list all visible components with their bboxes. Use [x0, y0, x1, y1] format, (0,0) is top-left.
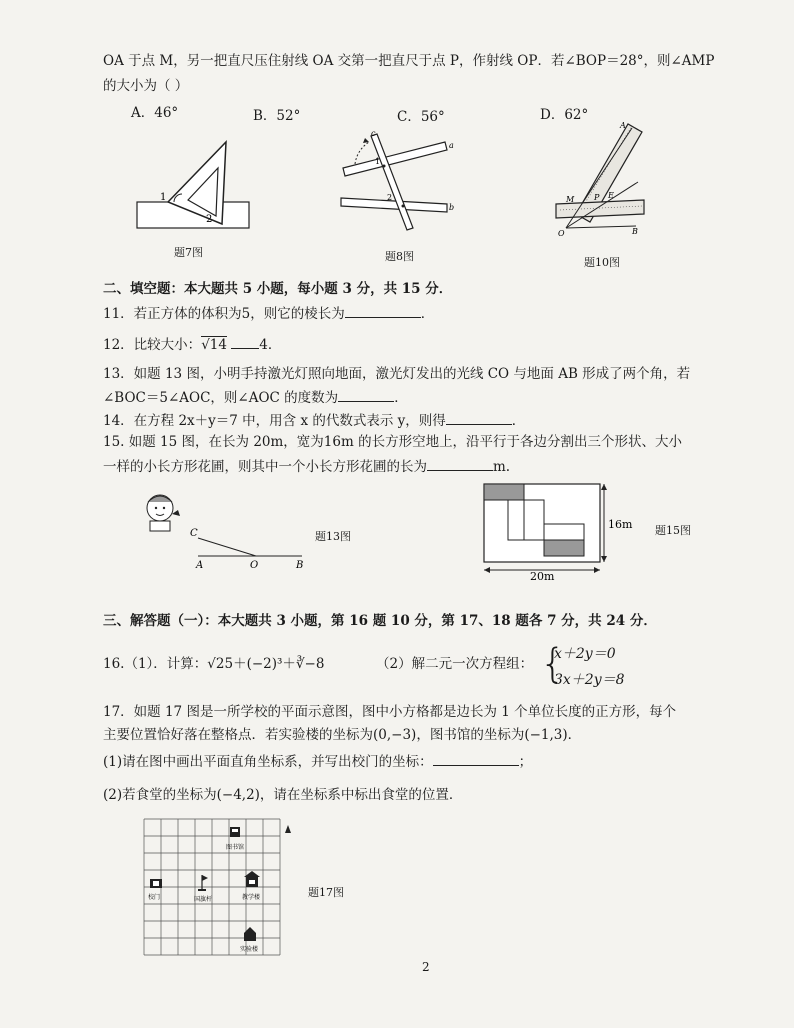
q15-line2: 一样的小长方形花圃，则其中一个小长方形花圃的长为 m.	[103, 456, 510, 476]
fig10-label-A: A	[620, 121, 626, 130]
fig7-label-1: 1	[160, 192, 167, 203]
q13-line1: 13．如题 13 图，小明手持激光灯照向地面，激光灯发出的光线 CO 与地面 AB 形成了两个角，若	[103, 366, 691, 382]
q16-part1: 16.（1）．计算：√25＋(−2)³＋∛−8	[103, 656, 325, 672]
library-icon	[230, 827, 240, 837]
fig8-label-c: c	[371, 129, 376, 138]
fig13-label-A: A	[196, 560, 204, 571]
q10-option-c: C．56°	[397, 109, 445, 125]
q16-equation-2: 3x＋2y＝8	[554, 672, 625, 688]
q12-answer-blank[interactable]	[231, 334, 259, 349]
q10-line2: 的大小为（ ）	[103, 78, 189, 94]
figure-17-grid	[140, 815, 300, 963]
fig7-caption: 题7图	[174, 246, 203, 259]
fig8-caption: 题8图	[385, 250, 414, 263]
q16-equation-1: x＋2y＝0	[554, 646, 616, 662]
q17-sub1: (1)请在图中画出平面直角坐标系，并写出校门的坐标： ；	[103, 751, 532, 771]
q15-line1: 15. 如题 15 图，在长为 20m，宽为16m 的长方形空地上，沿平行于各边分割出三个形状、大小	[103, 434, 683, 450]
q16-part2: （2）解二元一次方程组：	[376, 656, 534, 672]
q14-text: 14．在方程 2x＋y＝7 中，用含 x 的代数式表示 y，则得 ．	[103, 410, 525, 430]
fig15-caption: 题15图	[655, 524, 691, 537]
q10-option-a: A．46°	[131, 105, 179, 121]
fig10-label-O: O	[558, 229, 565, 238]
q10-option-d: D．62°	[540, 107, 589, 123]
teaching-building-icon	[244, 871, 260, 887]
fig13-caption: 题13图	[315, 530, 351, 543]
figure-10	[548, 118, 658, 248]
school-gate-icon	[150, 879, 162, 888]
q11-answer-blank[interactable]	[345, 303, 421, 318]
figure-13	[138, 488, 308, 572]
page-number: 2	[422, 960, 430, 974]
section2-heading: 二、填空题：本大题共 5 小题，每小题 3 分，共 15 分．	[103, 281, 453, 297]
q11-text: 11．若正方体的体积为5，则它的棱长为 ．	[103, 303, 434, 323]
fig10-label-M: M	[566, 195, 575, 204]
fig10-label-E: E	[608, 191, 614, 200]
section3-heading: 三、解答题（一）：本大题共 3 小题，第 16 题 10 分，第 17、18 题各 7 分，共 24 分．	[103, 613, 657, 629]
fig8-label-1: 1	[375, 157, 381, 166]
fig15-width-label: 20m	[530, 570, 555, 583]
q10-line1: OA 于点 M，另一把直尺压住射线 OA 交第一把直尺于点 P，作射线 OP．若∠BOP＝28°，则∠AMP	[103, 53, 715, 69]
q12-text: 12．比较大小：√14 4．	[103, 334, 281, 354]
fig8-label-b: b	[449, 203, 455, 212]
fig13-label-B: B	[296, 560, 304, 571]
figure-7	[130, 128, 260, 238]
fig8-label-2: 2	[387, 193, 393, 202]
fig17-label-lab: 实验楼	[240, 946, 259, 953]
flagpole-icon	[198, 875, 208, 891]
fig17-label-flagpole: 国旗杆	[194, 896, 213, 903]
fig15-height-label: 16m	[608, 518, 633, 531]
laser-pointer-icon	[172, 510, 180, 516]
q15-answer-blank[interactable]	[427, 456, 493, 471]
fig17-label-teaching: 教学楼	[242, 894, 261, 901]
q17-line1: 17．如题 17 图是一所学校的平面示意图，图中小方格都是边长为 1 个单位长度的正方形，每个	[103, 704, 677, 720]
fig10-caption: 题10图	[584, 256, 620, 269]
fig13-label-C: C	[190, 528, 198, 539]
fig10-label-P: P	[594, 193, 600, 202]
q17-line2: 主要位置恰好落在整格点．若实验楼的坐标为(0,−3)，图书馆的坐标为(−1,3)．	[103, 727, 582, 743]
fig17-label-gate: 校门	[148, 894, 161, 901]
fig10-label-B: B	[632, 227, 638, 236]
q14-answer-blank[interactable]	[446, 410, 512, 425]
system-brace: {	[540, 641, 566, 687]
fig17-label-library: 图书馆	[226, 844, 245, 851]
fig8-label-a: a	[449, 141, 454, 150]
fig13-label-O: O	[250, 560, 259, 571]
fig7-label-2: 2	[206, 214, 213, 225]
figure-8	[335, 128, 465, 238]
q17-answer-blank[interactable]	[433, 751, 519, 766]
q13-line2: ∠BOC＝5∠AOC，则∠AOC 的度数为 ．	[103, 387, 408, 407]
fig17-caption: 题17图	[308, 886, 344, 899]
q17-sub2: (2)若食堂的坐标为(−4,2)，请在坐标系中标出食堂的位置．	[103, 787, 463, 803]
q13-answer-blank[interactable]	[338, 387, 394, 402]
figure-15	[478, 480, 638, 584]
q10-option-b: B．52°	[253, 108, 301, 124]
